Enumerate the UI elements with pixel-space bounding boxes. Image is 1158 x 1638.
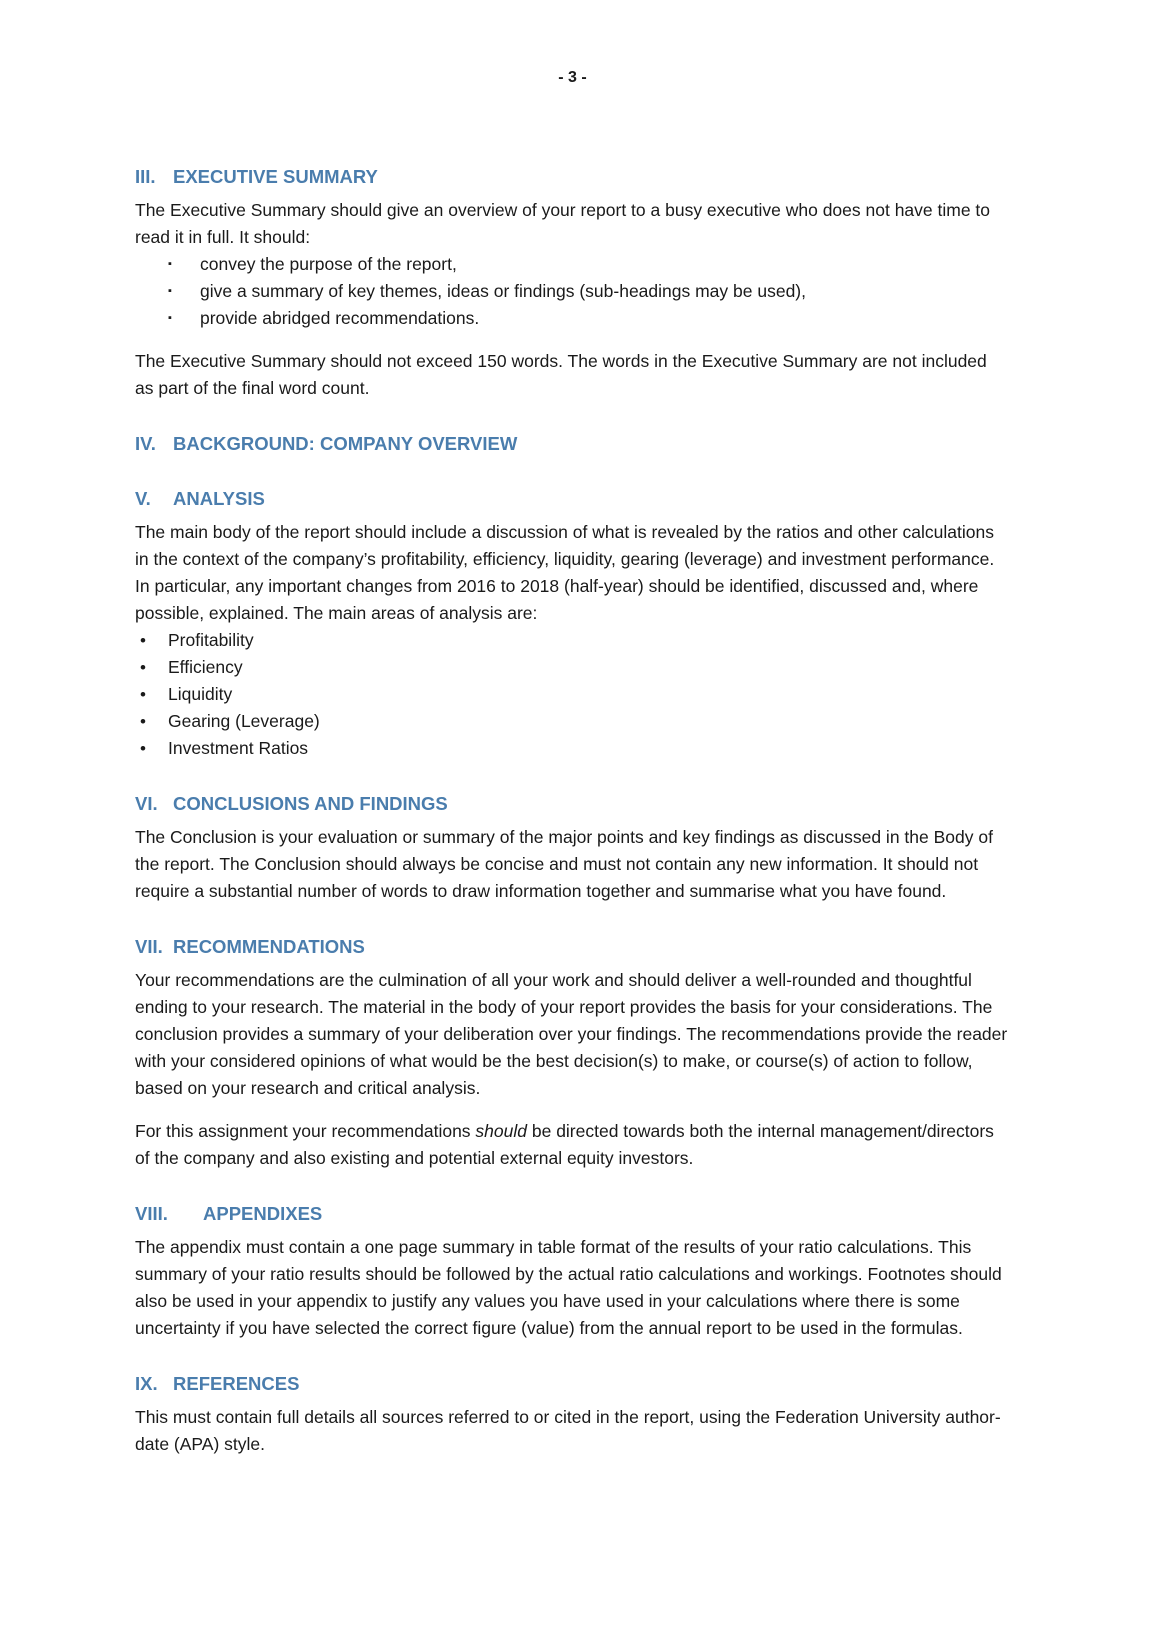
section-references xyxy=(135,1370,1010,1458)
heading-executive-summary xyxy=(135,163,1010,190)
analysis-bullet-list xyxy=(135,627,1010,762)
section-appendixes xyxy=(135,1200,1010,1342)
square-bullet-icon: ▪ xyxy=(168,312,172,324)
recommendations-para2-italic: should xyxy=(475,1121,527,1141)
exec-summary-bullet-list xyxy=(135,251,1010,332)
heading-number: VI. xyxy=(135,793,158,814)
list-item xyxy=(140,681,1010,708)
section-executive-summary xyxy=(135,163,1010,402)
heading-label: CONCLUSIONS AND FINDINGS xyxy=(173,793,448,814)
heading-background xyxy=(135,430,1010,457)
recommendations-para2-after: be directed towards both the internal management/directors of the company and also existing and potential external equity investors. xyxy=(135,1121,994,1168)
list-item-text: Liquidity xyxy=(168,684,233,704)
conclusions-body: The Conclusion is your evaluation or summary of the major points and key findings as discussed in the Body of the report. The Conclusion should always be concise and must not contain any new information. It should not require a substantial number of words to draw information together and summarise what you have found. xyxy=(135,827,993,901)
list-item-text: give a summary of key themes, ideas or findings (sub-headings may be used), xyxy=(200,281,806,301)
heading-number: V. xyxy=(135,488,151,509)
heading-label: REFERENCES xyxy=(173,1373,300,1394)
list-item xyxy=(140,654,1010,681)
round-bullet-icon: • xyxy=(140,631,146,650)
appendixes-body: The appendix must contain a one page summary in table format of the results of your ratio calculations. This summary of your ratio results should be followed by the actual ratio calculations and workings. Footnotes should also be used in your appendix to justify any values you have used in your calculations where there is some uncertainty if you have selected the correct figure (value) from the annual report to be used in the formulas. xyxy=(135,1237,1002,1338)
square-bullet-icon: ▪ xyxy=(168,285,172,297)
heading-analysis xyxy=(135,485,1010,512)
heading-recommendations xyxy=(135,933,1010,960)
section-background xyxy=(135,430,1010,457)
round-bullet-icon: • xyxy=(140,685,146,704)
heading-label: BACKGROUND: COMPANY OVERVIEW xyxy=(173,433,518,454)
heading-label: EXECUTIVE SUMMARY xyxy=(173,166,378,187)
list-item-text: Investment Ratios xyxy=(168,738,309,758)
recommendations-body: Your recommendations are the culmination of all your work and should deliver a well-rounded and thoughtful ending to your research. The material in the body of your report provides the basis for your considerations. The conclusion provides a summary of your deliberation over your findings. The recommendations provide the reader with your considered opinions of what would be the best decision(s) to make, or course(s) of action to follow, based on your research and critical analysis. xyxy=(135,970,1008,1098)
list-item xyxy=(168,251,1010,278)
recommendations-para2-before: For this assignment your recommendations xyxy=(135,1121,476,1141)
analysis-intro: The main body of the report should include a discussion of what is revealed by the ratios and other calculations in the context of the company’s profitability, efficiency, liquidity, gearing (leverage) and investment performance. In particular, any important changes from 2016 to 2018 (half-year) should be identified, discussed and, where possible, explained. The main areas of analysis are: xyxy=(135,522,995,623)
heading-number: IX. xyxy=(135,1373,158,1394)
heading-number: VIII. xyxy=(135,1203,168,1224)
list-item xyxy=(140,627,1010,654)
heading-appendixes xyxy=(135,1200,1010,1227)
heading-conclusions xyxy=(135,790,1010,817)
list-item xyxy=(140,735,1010,762)
list-item xyxy=(168,278,1010,305)
heading-number: IV. xyxy=(135,433,156,454)
round-bullet-icon: • xyxy=(140,712,146,731)
round-bullet-icon: • xyxy=(140,658,146,677)
section-recommendations xyxy=(135,933,1010,1172)
list-item xyxy=(168,305,1010,332)
heading-label: RECOMMENDATIONS xyxy=(173,936,365,957)
heading-label: APPENDIXES xyxy=(203,1203,323,1224)
section-conclusions xyxy=(135,790,1010,905)
list-item xyxy=(140,708,1010,735)
heading-references xyxy=(135,1370,1010,1397)
list-item-text: convey the purpose of the report, xyxy=(200,254,457,274)
references-body: This must contain full details all sources referred to or cited in the report, using the Federation University author-date (APA) style. xyxy=(135,1407,1001,1454)
recommendations-para2 xyxy=(135,1118,1010,1172)
heading-label: ANALYSIS xyxy=(173,488,265,509)
exec-summary-intro: The Executive Summary should give an overview of your report to a busy executive who does not have time to read it in full. It should: xyxy=(135,200,991,247)
list-item-text: Efficiency xyxy=(168,657,243,677)
list-item-text: Gearing (Leverage) xyxy=(168,711,320,731)
heading-number: III. xyxy=(135,166,156,187)
round-bullet-icon: • xyxy=(140,739,146,758)
page-number: - 3 - xyxy=(558,69,587,86)
square-bullet-icon: ▪ xyxy=(168,258,172,270)
list-item-text: Profitability xyxy=(168,630,254,650)
exec-summary-outro: The Executive Summary should not exceed 150 words. The words in the Executive Summary are not included as part of the final word count. xyxy=(135,351,987,398)
heading-number: VII. xyxy=(135,936,163,957)
section-analysis xyxy=(135,485,1010,762)
list-item-text: provide abridged recommendations. xyxy=(200,308,480,328)
